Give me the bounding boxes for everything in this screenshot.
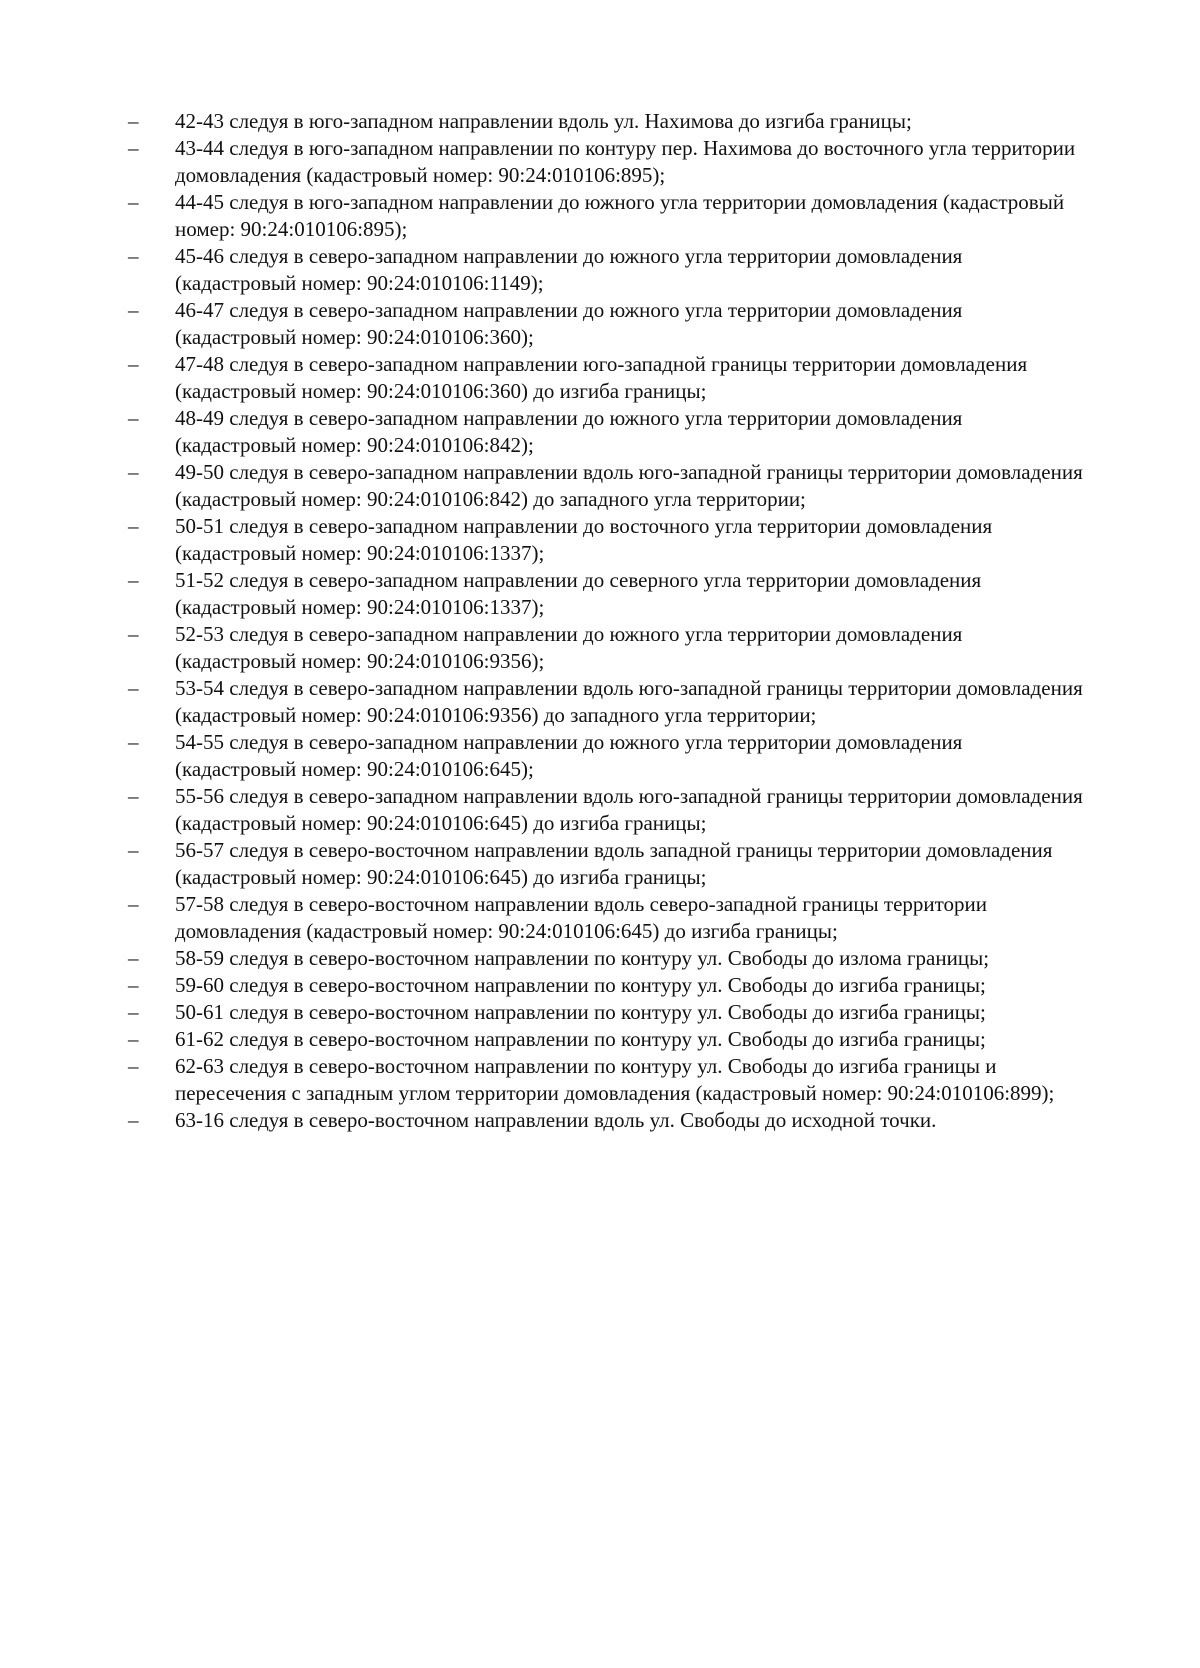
list-dash: –	[128, 1108, 139, 1132]
boundary-segment-item	[128, 1053, 1088, 1107]
list-dash: –	[128, 298, 139, 322]
boundary-segment-text: 51-52 следуя в северо-западном направлении до северного угла территории домовладения (кадастровый номер: 90:24:010106:1337);	[175, 568, 982, 619]
boundary-segment-text: 53-54 следуя в северо-западном направлении вдоль юго-западной границы территории домовладения (кадастровый номер: 90:24:010106:9356) до западного угла территории;	[175, 676, 1083, 727]
boundary-segment-item	[128, 243, 1088, 297]
boundary-segment-item	[128, 999, 1088, 1026]
boundary-segment-item	[128, 459, 1088, 513]
boundary-segment-text: 61-62 следуя в северо-восточном направлении по контуру ул. Свободы до изгиба границы;	[175, 1027, 986, 1051]
boundary-segment-text: 55-56 следуя в северо-западном направлении вдоль юго-западной границы территории домовладения (кадастровый номер: 90:24:010106:645) до изгиба границы;	[175, 784, 1083, 835]
boundary-segment-item	[128, 675, 1088, 729]
list-dash: –	[128, 622, 139, 646]
list-dash: –	[128, 514, 139, 538]
list-dash: –	[128, 730, 139, 754]
boundary-segment-text: 46-47 следуя в северо-западном направлении до южного угла территории домовладения (кадастровый номер: 90:24:010106:360);	[175, 298, 963, 349]
boundary-segment-item	[128, 567, 1088, 621]
boundary-segment-text: 63-16 следуя в северо-восточном направлении вдоль ул. Свободы до исходной точки.	[175, 1108, 937, 1132]
boundary-segment-text: 59-60 следуя в северо-восточном направлении по контуру ул. Свободы до изгиба границы;	[175, 973, 986, 997]
boundary-segment-item	[128, 891, 1088, 945]
boundary-segment-item	[128, 972, 1088, 999]
boundary-segment-item	[128, 513, 1088, 567]
list-dash: –	[128, 406, 139, 430]
list-dash: –	[128, 784, 139, 808]
boundary-segment-text: 52-53 следуя в северо-западном направлении до южного угла территории домовладения (кадастровый номер: 90:24:010106:9356);	[175, 622, 963, 673]
boundary-segment-item	[128, 1026, 1088, 1053]
boundary-segment-text: 48-49 следуя в северо-западном направлении до южного угла территории домовладения (кадастровый номер: 90:24:010106:842);	[175, 406, 963, 457]
boundary-segment-item	[128, 135, 1088, 189]
boundary-segment-text: 42-43 следуя в юго-западном направлении вдоль ул. Нахимова до изгиба границы;	[175, 109, 912, 133]
boundary-segment-item	[128, 945, 1088, 972]
boundary-segment-item	[128, 1107, 1088, 1134]
list-dash: –	[128, 1027, 139, 1051]
list-dash: –	[128, 973, 139, 997]
list-dash: –	[128, 244, 139, 268]
list-dash: –	[128, 1054, 139, 1078]
boundary-segment-item	[128, 729, 1088, 783]
boundary-segment-list	[128, 108, 1088, 1134]
boundary-segment-item	[128, 405, 1088, 459]
boundary-segment-text: 57-58 следуя в северо-восточном направлении вдоль северо-западной границы территории домовладения (кадастровый номер: 90:24:010106:645) до изгиба границы;	[175, 892, 988, 943]
boundary-segment-item	[128, 108, 1088, 135]
list-dash: –	[128, 352, 139, 376]
boundary-segment-text: 47-48 следуя в северо-западном направлении юго-западной границы территории домовладения (кадастровый номер: 90:24:010106:360) до изгиба границы;	[175, 352, 1028, 403]
boundary-segment-item	[128, 837, 1088, 891]
boundary-segment-text: 50-51 следуя в северо-западном направлении до восточного угла территории домовладения (кадастровый номер: 90:24:010106:1337);	[175, 514, 993, 565]
list-dash: –	[128, 946, 139, 970]
list-dash: –	[128, 892, 139, 916]
list-dash: –	[128, 109, 139, 133]
boundary-segment-item	[128, 351, 1088, 405]
boundary-segment-item	[128, 297, 1088, 351]
boundary-segment-text: 62-63 следуя в северо-восточном направлении по контуру ул. Свободы до изгиба границы и пересечения с западным углом территории домовладения (кадастровый номер: 90:24:010106:899);	[175, 1054, 1055, 1105]
list-dash: –	[128, 838, 139, 862]
list-dash: –	[128, 460, 139, 484]
boundary-segment-text: 54-55 следуя в северо-западном направлении до южного угла территории домовладения (кадастровый номер: 90:24:010106:645);	[175, 730, 963, 781]
boundary-segment-text: 45-46 следуя в северо-западном направлении до южного угла территории домовладения (кадастровый номер: 90:24:010106:1149);	[175, 244, 963, 295]
boundary-segment-text: 43-44 следуя в юго-западном направлении по контуру пер. Нахимова до восточного угла территории домовладения (кадастровый номер: 90:24:010106:895);	[175, 136, 1076, 187]
list-dash: –	[128, 676, 139, 700]
boundary-segment-item	[128, 783, 1088, 837]
boundary-segment-item	[128, 189, 1088, 243]
boundary-segment-text: 56-57 следуя в северо-восточном направлении вдоль западной границы территории домовладения (кадастровый номер: 90:24:010106:645) до изгиба границы;	[175, 838, 1053, 889]
list-dash: –	[128, 568, 139, 592]
list-dash: –	[128, 1000, 139, 1024]
boundary-segment-text: 49-50 следуя в северо-западном направлении вдоль юго-западной границы территории домовладения (кадастровый номер: 90:24:010106:842) до западного угла территории;	[175, 460, 1083, 511]
list-dash: –	[128, 136, 139, 160]
boundary-segment-text: 44-45 следуя в юго-западном направлении до южного угла территории домовладения (кадастровый номер: 90:24:010106:895);	[175, 190, 1065, 241]
boundary-segment-text: 58-59 следуя в северо-восточном направлении по контуру ул. Свободы до излома границы;	[175, 946, 990, 970]
list-dash: –	[128, 190, 139, 214]
boundary-segment-item	[128, 621, 1088, 675]
boundary-segment-text: 50-61 следуя в северо-восточном направлении по контуру ул. Свободы до изгиба границы;	[175, 1000, 986, 1024]
